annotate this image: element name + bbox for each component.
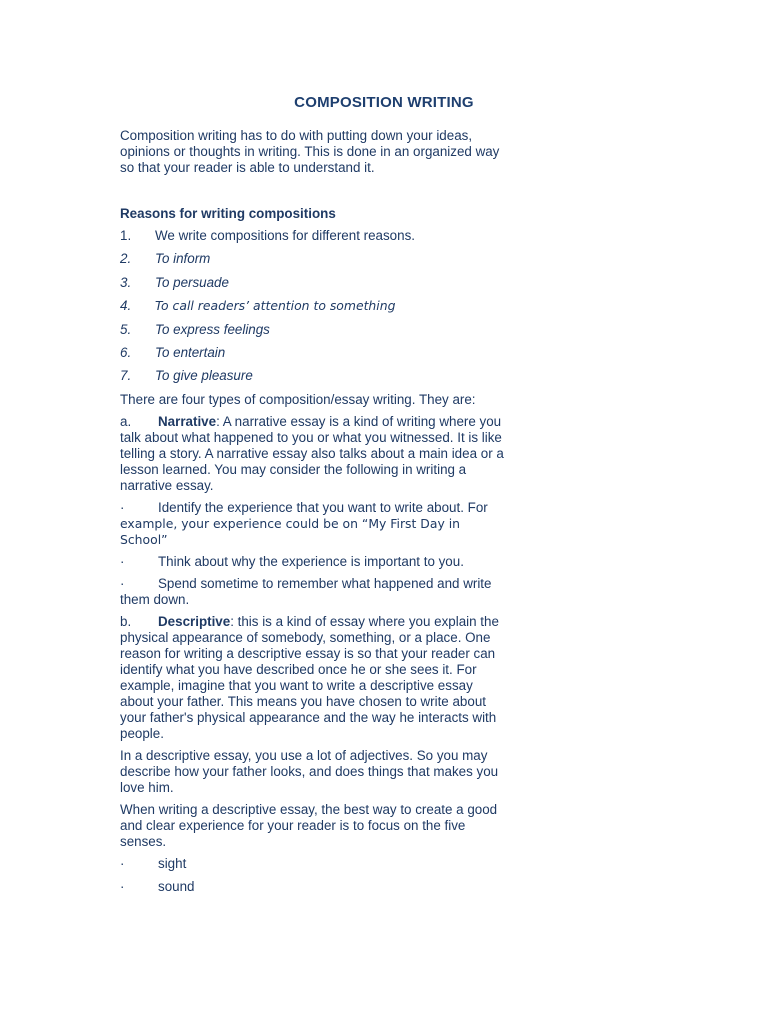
bullet-item <box>120 879 510 902</box>
list-item <box>120 298 510 321</box>
narrative-letter: a. <box>120 413 132 429</box>
reasons-heading: Reasons for writing compositions <box>120 206 336 221</box>
types-intro: There are four types of composition/essay writing. They are: <box>120 391 476 407</box>
list-number: 2. <box>120 251 132 267</box>
list-text: To express feelings <box>155 321 270 337</box>
bullet-dot: · <box>120 553 125 569</box>
list-number: 7. <box>120 368 132 384</box>
list-item <box>120 368 510 391</box>
list-number: 1. <box>120 228 132 243</box>
list-item <box>120 345 510 368</box>
adjectives-paragraph: In a descriptive essay, you use a lot of adjectives. So you may describe how your father looks, and does things that makes you love him. <box>120 747 499 795</box>
list-number: 5. <box>120 321 132 337</box>
list-text: To persuade <box>155 274 229 290</box>
descriptive-paragraph <box>120 614 510 742</box>
bullet-dot: · <box>120 879 125 895</box>
narrative-text: : A narrative essay is a kind of writing where you talk about what happened to you or what you witnessed. It is like telling a story. A narrative essay also talks about a main idea or a lesson learned. You may consider the following in writing a narrative essay. <box>120 413 504 493</box>
bullet-item <box>120 576 510 608</box>
bullet-item <box>120 500 510 548</box>
narrative-term: Narrative <box>158 413 217 429</box>
bullet-item <box>120 554 510 570</box>
bullet-dot: · <box>120 575 125 591</box>
document-body <box>120 128 510 903</box>
senses-paragraph: When writing a descriptive essay, the best way to create a good and clear experience for your reader is to focus on the five senses. <box>120 801 498 849</box>
list-number: 4. <box>120 298 132 314</box>
list-number: 6. <box>120 344 132 360</box>
reasons-list <box>120 228 510 392</box>
bullet-text: Spend sometime to remember what happened and write them down. <box>120 575 492 607</box>
bullet-dot: · <box>120 499 125 515</box>
list-item <box>120 275 510 298</box>
list-item <box>120 228 510 251</box>
narrative-paragraph <box>120 414 510 494</box>
page-title: COMPOSITION WRITING <box>294 94 474 111</box>
list-text: To entertain <box>155 344 226 360</box>
bullet-text: Think about why the experience is important to you. <box>158 553 464 569</box>
intro-paragraph: Composition writing has to do with putting down your ideas, opinions or thoughts in writing. This is done in an organized way so that your reader is able to understand it. <box>120 128 500 175</box>
list-number: 3. <box>120 274 132 290</box>
bullet-text-continued: example, your experience could be on “My First Day in School” <box>120 515 461 547</box>
list-item <box>120 322 510 345</box>
bullet-dot: · <box>120 855 125 871</box>
list-item <box>120 251 510 274</box>
list-text: To give pleasure <box>155 368 253 384</box>
bullet-item <box>120 856 510 879</box>
descriptive-text: : this is a kind of essay where you explain the physical appearance of somebody, something, or a place. One reason for writing a descriptive essay is so that your reader can identify what you have described once he or she sees it. For example, imagine that you want to write a descriptive essay about your father. This means you have chosen to write about your father's physical appearance and the way he interacts with people. <box>120 613 499 741</box>
bullet-text: sound <box>158 879 195 895</box>
bullet-text: sight <box>158 855 187 871</box>
list-text: To inform <box>155 251 211 267</box>
bullet-text: Identify the experience that you want to write about. For <box>158 499 488 515</box>
descriptive-term: Descriptive <box>158 613 231 629</box>
descriptive-letter: b. <box>120 613 132 629</box>
list-text: To call readers’ attention to something <box>155 298 396 314</box>
list-text: We write compositions for different reasons. <box>155 228 415 243</box>
